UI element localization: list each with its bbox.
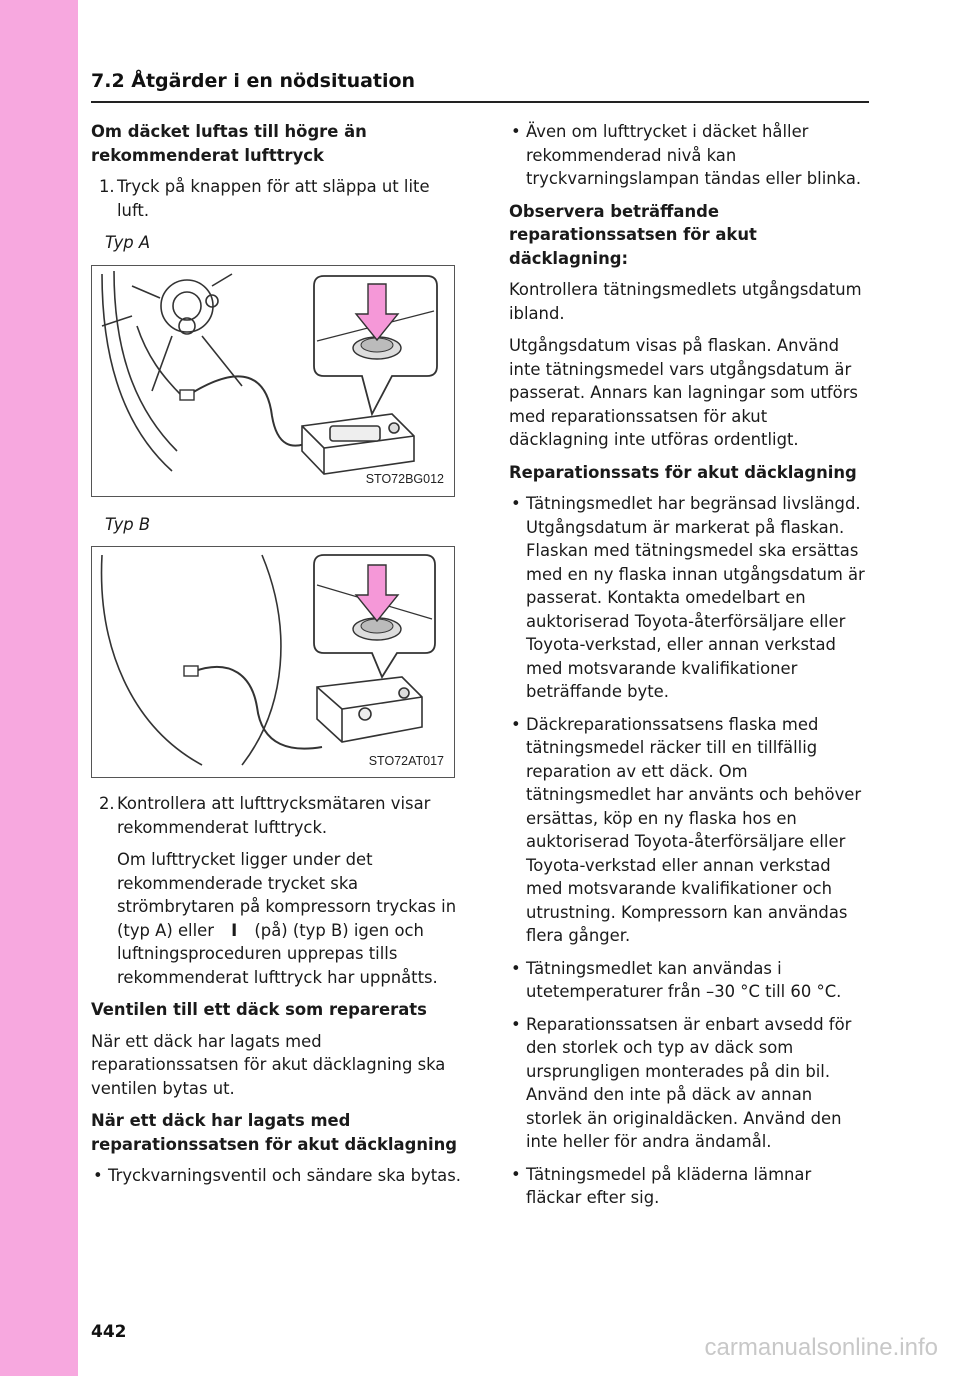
valve-paragraph: När ett däck har lagats med reparationssatsen för akut däcklagning ska ventilen bytas ut. <box>91 1031 446 1098</box>
page-number: 442 <box>91 1322 127 1342</box>
step-2-number: 2. <box>99 794 115 813</box>
heading-observe: Observera beträffande reparationssatsen för akut däcklagning: <box>509 201 757 268</box>
figure-type-a <box>91 265 455 497</box>
type-b-label: Typ B <box>105 514 151 534</box>
list-item: • Tryckvarningsventil och sändare ska bytas. <box>93 1166 461 1185</box>
list-item-text: Tryckvarningsventil och sändare ska bytas. <box>108 1166 461 1185</box>
list-item-text: Tätningsmedlet har begränsad livslängd. Utgångsdatum är markerat på flaskan. Flaskan med tätningsmedel ska ersättas med en ny flaska innan utgångsdatum är passerat. Kontakta omedelbart en auktoriserad Toyota-återförsäljare eller Toyota-verkstad, eller annan verkstad med motsvarande kvalifikationer beträffande byte. <box>526 494 865 701</box>
step-2-text: Kontrollera att lufttrycksmätaren visar rekommenderat lufttryck. <box>117 794 431 837</box>
figure-type-b <box>91 546 455 778</box>
expiry-info-paragraph: Utgångsdatum visas på flaskan. Använd inte tätningsmedel vars utgångsdatum är passerat. Annars kan lagningar som utförs med reparationssatsen för akut däcklagning inte utföras ordentligt. <box>509 336 858 449</box>
step-2-detail <box>91 848 466 989</box>
list-item-text: Däckreparationssatsens flaska med tätningsmedel räcker till en tillfällig reparation av ett däck. Om tätningsmedlet har använts och behöver ersättas, köp en ny flaska hos en auktoriserad Toyota-återförsäljare eller Toyota-verkstad eller annan verkstad med motsvarande kvalifikationer och utrustning. Kompressorn kan användas flera gånger. <box>526 714 862 945</box>
list-item-text: Reparationssatsen är enbart avsedd för den storlek och typ av däck som ursprungligen monterades på din bil. Använd den inte på däck av annan storlek än originaldäcken. Använd den inte heller för andra ändamål. <box>526 1014 852 1151</box>
figure-code-b: STO72AT017 <box>368 753 444 768</box>
list-item: • Reparationssatsen är enbart avsedd för den storlek och typ av däck som ursprungligen monterades på din bil. Använd den inte på däck av annan storlek än originaldäcken. Använd den inte heller för andra ändamål. <box>511 1014 852 1151</box>
list-item-text: Tätningsmedlet kan användas i utetemperaturer från –30 °C till 60 °C. <box>526 958 842 1001</box>
step-1 <box>91 175 466 222</box>
list-item-text: Även om lufttrycket i däcket håller rekommenderad nivå kan tryckvarningslampan tändas eller blinka. <box>526 122 862 188</box>
side-color-band <box>0 0 78 1376</box>
step-1-text: Tryck på knappen för att släppa ut lite luft. <box>117 177 430 220</box>
list-item: • Däckreparationssatsens flaska med tätningsmedel räcker till en tillfällig reparation av ett däck. Om tätningsmedlet har använts och behöver ersättas, köp en ny flaska hos en auktoriserad Toyota-återförsäljare eller Toyota-verkstad eller annan verkstad med motsvarande kvalifikationer och utrustning. Kompressorn kan användas flera gånger. <box>511 714 862 945</box>
step-2-detail-part-b: (på) (typ B) igen och luftningsproceduren upprepas tills rekommenderat lufttryck har uppnåtts. <box>117 920 438 987</box>
list-item-text: Tätningsmedel på kläderna lämnar fläckar efter sig. <box>526 1164 812 1207</box>
left-column <box>91 120 466 1197</box>
heading-repair-kit: Reparationssats för akut däcklagning <box>509 462 857 482</box>
heading-after-repair: När ett däck har lagats med reparationssatsen för akut däcklagning <box>91 1111 458 1154</box>
compressor-type-a-illustration <box>92 266 454 496</box>
heading-valve: Ventilen till ett däck som reparerats <box>91 1000 427 1019</box>
step-1-number: 1. <box>99 177 115 196</box>
figure-code-a: STO72BG012 <box>365 472 444 486</box>
section-title: 7.2 Åtgärder i en nödsituation <box>91 70 416 92</box>
watermark: carmanualsonline.info <box>704 1334 938 1361</box>
type-a-label: Typ A <box>105 233 151 252</box>
list-item: • Tätningsmedel på kläderna lämnar fläckar efter sig. <box>511 1164 812 1207</box>
step-2-detail-part-a: Om lufttrycket ligger under det rekommenderade trycket ska strömbrytaren på kompressorn tryckas in (typ A) eller <box>117 850 457 940</box>
compressor-type-b-illustration <box>92 547 454 777</box>
heading-overinflated: Om däcket luftas till högre än rekommenderat lufttryck <box>91 122 367 165</box>
list-item: • Tätningsmedlet har begränsad livslängd. Utgångsdatum är markerat på flaskan. Flaskan med tätningsmedel ska ersättas med en ny flaska innan utgångsdatum är passerat. Kontakta omedelbart en auktoriserad Toyota-återförsäljare eller Toyota-verkstad, eller annan verkstad med motsvarande kvalifikationer beträffande byte. <box>511 494 865 701</box>
right-column <box>509 120 869 1219</box>
step-2 <box>91 792 466 839</box>
list-item: • Tätningsmedlet kan användas i utetemperaturer från –30 °C till 60 °C. <box>511 958 842 1001</box>
header-divider <box>91 101 869 103</box>
on-switch-symbol: I <box>231 920 238 940</box>
list-item: • Även om lufttrycket i däcket håller rekommenderad nivå kan tryckvarningslampan tändas eller blinka. <box>511 122 862 188</box>
expiry-check-paragraph: Kontrollera tätningsmedlets utgångsdatum ibland. <box>509 280 862 323</box>
